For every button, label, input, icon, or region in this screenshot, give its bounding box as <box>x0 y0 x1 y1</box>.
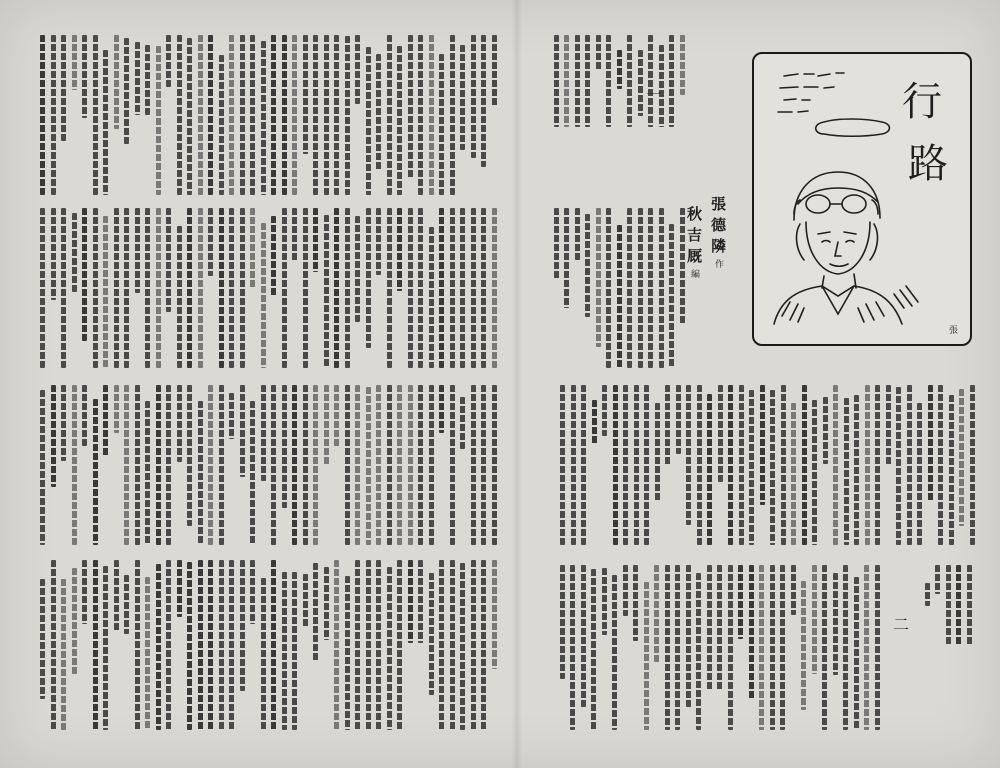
translator-name: 秋吉厩 <box>685 206 703 269</box>
text-column <box>959 389 964 526</box>
author-name: 張德隣 <box>709 196 727 259</box>
text-column <box>72 213 77 292</box>
text-column <box>554 35 559 127</box>
text-column <box>103 216 108 368</box>
text-column <box>676 385 681 454</box>
text-column <box>596 208 601 347</box>
text-column <box>334 208 339 368</box>
text-column <box>592 400 597 445</box>
author-byline <box>708 196 729 268</box>
text-column <box>843 565 848 730</box>
text-column <box>387 567 392 730</box>
text-column <box>602 385 607 436</box>
text-column <box>334 385 339 447</box>
text-column <box>875 385 880 545</box>
text-column <box>250 35 255 195</box>
text-column <box>40 208 45 368</box>
page-gutter <box>512 0 522 768</box>
text-column <box>956 565 961 645</box>
text-column <box>749 390 754 545</box>
text-column <box>145 577 150 730</box>
text-column <box>166 35 171 87</box>
text-column <box>397 208 402 291</box>
text-column <box>928 385 933 501</box>
text-column <box>124 575 129 634</box>
text-column <box>229 208 234 368</box>
text-column <box>135 208 140 293</box>
text-column <box>439 385 444 433</box>
text-column <box>124 208 129 368</box>
title-char-2: 路 <box>908 141 948 187</box>
text-column <box>240 560 245 691</box>
text-column <box>854 395 859 545</box>
text-column <box>439 560 444 730</box>
text-column <box>408 208 413 368</box>
text-column <box>581 385 586 545</box>
text-column <box>198 35 203 195</box>
text-column <box>397 560 402 730</box>
text-column <box>124 385 129 545</box>
text-column <box>250 560 255 624</box>
text-column <box>623 385 628 545</box>
section-marker-two: 二 <box>893 615 910 634</box>
text-column <box>606 208 611 368</box>
text-column <box>717 565 722 691</box>
text-column <box>82 208 87 341</box>
text-column <box>145 401 150 545</box>
text-column <box>408 385 413 545</box>
text-column <box>481 208 486 368</box>
text-column <box>696 573 701 730</box>
text-column <box>313 35 318 195</box>
text-column <box>460 208 465 368</box>
text-column <box>623 565 628 616</box>
text-column <box>439 208 444 368</box>
text-column <box>250 401 255 545</box>
section-marker-one: 一 <box>646 85 663 104</box>
text-column <box>198 560 203 730</box>
text-column <box>450 560 455 730</box>
text-column <box>366 387 371 545</box>
text-column <box>61 35 66 141</box>
right-page-text-block-3b <box>915 565 975 645</box>
text-column <box>271 560 276 730</box>
text-column <box>219 560 224 730</box>
text-column <box>780 565 785 730</box>
text-column <box>429 385 434 545</box>
text-column <box>261 41 266 195</box>
text-column <box>292 208 297 262</box>
text-column <box>355 560 360 730</box>
text-column <box>770 390 775 545</box>
text-column <box>51 385 56 487</box>
text-column <box>324 567 329 640</box>
text-column <box>602 568 607 635</box>
text-column <box>282 385 287 508</box>
text-column <box>114 208 119 368</box>
text-column <box>418 35 423 195</box>
text-column <box>418 385 423 545</box>
text-column <box>208 560 213 730</box>
text-column <box>697 385 702 545</box>
text-column <box>345 36 350 195</box>
artist-signature: 張 <box>948 326 958 336</box>
text-column <box>644 385 649 545</box>
text-column <box>408 560 413 643</box>
text-column <box>554 208 559 280</box>
text-column <box>198 208 203 368</box>
right-page-text-block-2 <box>548 385 978 545</box>
text-column <box>93 35 98 195</box>
text-column <box>596 35 601 70</box>
translator-role: 編 <box>689 269 699 278</box>
text-column <box>82 560 87 624</box>
text-column <box>303 35 308 154</box>
translator-byline <box>684 206 705 278</box>
text-column <box>575 208 580 260</box>
text-column <box>648 208 653 368</box>
text-column <box>387 35 392 195</box>
text-column <box>303 574 308 627</box>
text-column <box>612 575 617 730</box>
text-column <box>334 560 339 730</box>
text-column <box>564 208 569 308</box>
text-column <box>261 578 266 730</box>
text-column <box>907 385 912 545</box>
text-column <box>738 565 743 639</box>
text-column <box>166 560 171 730</box>
text-column <box>654 565 659 662</box>
text-column <box>387 385 392 545</box>
text-column <box>334 35 339 195</box>
text-column <box>229 560 234 730</box>
right-page-intro-text <box>548 35 688 127</box>
text-column <box>864 565 869 730</box>
text-column <box>313 208 318 272</box>
text-column <box>634 385 639 545</box>
text-column <box>166 385 171 545</box>
text-column <box>114 560 119 632</box>
text-column <box>282 35 287 195</box>
text-column <box>303 208 308 368</box>
text-column <box>187 385 192 526</box>
text-column <box>387 208 392 368</box>
text-column <box>680 35 685 95</box>
text-column <box>61 208 66 368</box>
text-column <box>917 403 922 545</box>
text-column <box>802 385 807 545</box>
text-column <box>946 565 951 645</box>
text-column <box>492 560 497 669</box>
text-column <box>177 385 182 462</box>
text-column <box>93 560 98 730</box>
text-column <box>208 208 213 276</box>
text-column <box>156 208 161 368</box>
text-column <box>271 35 276 195</box>
text-column <box>40 35 45 195</box>
text-column <box>145 45 150 115</box>
text-column <box>655 403 660 502</box>
text-column <box>61 579 66 730</box>
text-column <box>560 565 565 679</box>
text-column <box>324 35 329 195</box>
text-column <box>791 403 796 545</box>
text-column <box>833 573 838 675</box>
left-page-text-block-3 <box>30 385 500 545</box>
text-column <box>366 560 371 730</box>
text-column <box>271 385 276 545</box>
text-column <box>460 45 465 150</box>
text-column <box>292 35 297 195</box>
text-column <box>481 385 486 545</box>
text-column <box>707 394 712 545</box>
text-column <box>638 208 643 368</box>
text-column <box>51 35 56 195</box>
text-column <box>970 385 975 545</box>
text-column <box>156 564 161 730</box>
text-column <box>145 208 150 368</box>
text-column <box>606 35 611 127</box>
text-column <box>208 385 213 545</box>
text-column <box>219 208 224 368</box>
text-column <box>471 208 476 368</box>
text-column <box>429 35 434 195</box>
text-column <box>648 35 653 127</box>
text-column <box>781 385 786 545</box>
text-column <box>240 208 245 368</box>
text-column <box>571 385 576 545</box>
text-column <box>581 565 586 707</box>
text-column <box>429 573 434 695</box>
text-column <box>471 35 476 158</box>
text-column <box>51 208 56 300</box>
text-column <box>124 38 129 144</box>
text-column <box>439 54 444 195</box>
text-column <box>103 50 108 195</box>
text-column <box>345 576 350 730</box>
text-column <box>633 565 638 641</box>
text-column <box>40 390 45 545</box>
text-column <box>844 398 849 545</box>
text-column <box>72 385 77 545</box>
text-column <box>355 216 360 322</box>
text-column <box>791 565 796 615</box>
text-column <box>460 563 465 730</box>
text-column <box>313 385 318 545</box>
text-column <box>261 223 266 368</box>
text-column <box>156 46 161 195</box>
text-column <box>627 208 632 368</box>
text-column <box>749 565 754 699</box>
text-column <box>72 35 77 90</box>
text-column <box>313 563 318 662</box>
text-column <box>823 397 828 464</box>
text-column <box>644 582 649 730</box>
text-column <box>659 208 664 368</box>
text-column <box>460 397 465 449</box>
left-page-text-block-1 <box>30 35 500 195</box>
text-column <box>613 385 618 545</box>
text-column <box>135 385 140 545</box>
text-column <box>665 385 670 466</box>
text-column <box>376 208 381 275</box>
text-column <box>198 401 203 545</box>
text-column <box>366 47 371 195</box>
text-column <box>93 208 98 368</box>
text-column <box>638 50 643 116</box>
title-char-1: 行 <box>902 79 942 125</box>
text-column <box>669 35 674 127</box>
text-column <box>177 560 182 617</box>
text-column <box>408 35 413 178</box>
text-column <box>103 566 108 730</box>
text-column <box>739 385 744 545</box>
left-page-text-block-2 <box>30 208 500 368</box>
text-column <box>177 35 182 195</box>
text-column <box>376 385 381 545</box>
text-column <box>240 35 245 195</box>
text-column <box>707 565 712 691</box>
text-column <box>103 385 108 456</box>
text-column <box>429 227 434 368</box>
text-column <box>51 560 56 730</box>
text-column <box>760 385 765 505</box>
text-column <box>925 583 930 606</box>
text-column <box>187 208 192 368</box>
text-column <box>418 560 423 643</box>
text-column <box>93 399 98 545</box>
text-column <box>187 38 192 195</box>
text-column <box>575 35 580 127</box>
text-column <box>833 385 838 545</box>
text-column <box>935 565 940 594</box>
author-role: 作 <box>713 259 723 268</box>
text-column <box>366 208 371 348</box>
text-column <box>812 400 817 545</box>
text-column <box>938 385 943 545</box>
text-column <box>292 385 297 545</box>
text-column <box>481 35 486 167</box>
text-column <box>166 208 171 312</box>
text-column <box>949 395 954 545</box>
text-column <box>822 565 827 730</box>
text-column <box>345 208 350 368</box>
text-column <box>865 385 870 545</box>
text-column <box>450 208 455 368</box>
text-column <box>665 565 670 730</box>
text-column <box>886 385 891 465</box>
text-column <box>450 385 455 545</box>
text-column <box>418 208 423 368</box>
text-column <box>686 565 691 707</box>
text-column <box>564 35 569 127</box>
text-column <box>376 560 381 730</box>
text-column <box>208 35 213 195</box>
text-column <box>560 385 565 545</box>
text-column <box>854 577 859 730</box>
text-column <box>240 385 245 477</box>
text-column <box>135 42 140 115</box>
text-column <box>82 385 87 446</box>
text-column <box>345 385 350 545</box>
text-column <box>728 565 733 730</box>
text-column <box>324 385 329 465</box>
text-column <box>229 393 234 439</box>
text-column <box>114 385 119 433</box>
text-column <box>229 35 234 195</box>
text-column <box>376 54 381 171</box>
text-column <box>397 385 402 545</box>
title-illustration <box>752 52 972 346</box>
text-column <box>627 35 632 127</box>
text-column <box>718 385 723 482</box>
text-column <box>728 385 733 545</box>
text-column <box>770 565 775 730</box>
text-column <box>585 35 590 127</box>
text-column <box>471 385 476 545</box>
text-column <box>759 565 764 730</box>
text-column <box>450 35 455 195</box>
text-column <box>355 385 360 545</box>
text-column <box>812 565 817 674</box>
text-column <box>471 560 476 730</box>
text-column <box>397 46 402 195</box>
text-column <box>271 216 276 297</box>
text-column <box>219 55 224 195</box>
text-column <box>303 385 308 545</box>
text-column <box>40 579 45 699</box>
text-column <box>355 35 360 104</box>
text-column <box>492 35 497 106</box>
text-column <box>282 572 287 730</box>
text-column <box>875 565 880 730</box>
text-column <box>669 224 674 368</box>
text-column <box>82 35 87 118</box>
left-page-text-block-4 <box>30 560 500 730</box>
text-column <box>492 385 497 545</box>
text-column <box>187 562 192 730</box>
text-column <box>675 565 680 730</box>
text-column <box>481 560 486 730</box>
text-column <box>292 572 297 730</box>
right-page-text-block-1 <box>548 208 688 368</box>
text-column <box>114 35 119 129</box>
right-page-text-block-3a <box>548 565 883 730</box>
text-column <box>617 225 622 368</box>
text-column <box>617 50 622 89</box>
text-column <box>261 385 266 481</box>
text-column <box>219 385 224 545</box>
text-column <box>250 208 255 289</box>
text-column <box>492 208 497 368</box>
text-column <box>686 385 691 525</box>
text-column <box>967 565 972 645</box>
text-column <box>156 385 161 545</box>
text-column <box>61 385 66 461</box>
text-column <box>585 214 590 317</box>
text-column <box>570 565 575 730</box>
text-column <box>177 226 182 368</box>
text-column <box>896 387 901 545</box>
text-column <box>135 560 140 730</box>
text-column <box>282 208 287 368</box>
text-column <box>591 569 596 730</box>
text-column <box>72 568 77 674</box>
text-column <box>324 215 329 368</box>
text-column <box>801 581 806 710</box>
